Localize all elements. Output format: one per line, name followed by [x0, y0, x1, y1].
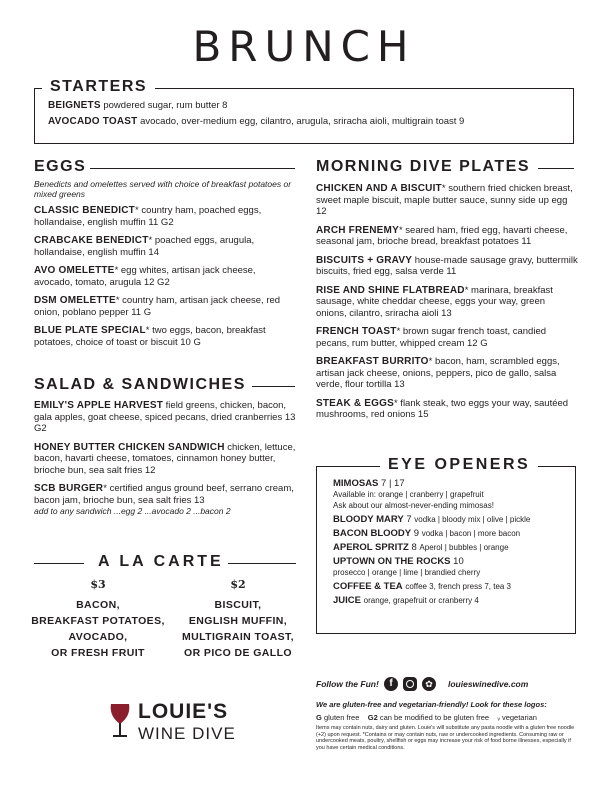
item-name: SCB BURGER: [34, 483, 104, 494]
item-name: EMILY'S APPLE HARVEST: [34, 400, 164, 411]
item-name: BLUE PLATE SPECIAL: [34, 325, 146, 336]
addon-note: add to any sandwich ...egg 2 ...avocado 2 ...bacon 2: [34, 506, 231, 516]
egg-item: [34, 235, 296, 258]
logo: [108, 700, 248, 750]
item-desc: * two eggs, bacon, breakfast potatoes, choice of toast or biscuit 10 G: [34, 325, 266, 348]
salad-item: [34, 400, 296, 435]
item-name: FRENCH TOAST: [316, 326, 397, 337]
item-desc: Available in: orange | cranberry | grapefruit: [333, 490, 484, 499]
item-desc: * certified angus ground beef, serrano cream, bacon jam, brioche bun, sea salt fries 13: [34, 483, 294, 506]
item-name: BACON BLOODY: [333, 528, 412, 539]
item-name: BEIGNETS: [48, 100, 101, 111]
follow-text: Follow the Fun!: [316, 679, 379, 689]
item-desc: * egg whites, artisan jack cheese, avocado, tomato, arugula 12 G2: [34, 265, 256, 288]
item-desc: * seared ham, fried egg, havarti cheese, seasonal jam, brioche bread, breakfast potatoes 11: [316, 224, 568, 247]
eggs-list: [34, 179, 296, 355]
alacarte-rule-left: [34, 563, 84, 564]
item-name: UPTOWN ON THE ROCKS: [333, 556, 451, 567]
eye-item: [333, 556, 573, 578]
eggs-heading: EGGS: [34, 158, 87, 175]
item-name: HONEY BUTTER CHICKEN SANDWICH: [34, 441, 225, 453]
social-row: [316, 677, 576, 693]
dive-item: [316, 326, 578, 349]
logo-legend: [316, 713, 576, 722]
salad-heading: SALAD & SANDWICHES: [34, 376, 246, 393]
dive-list: [316, 183, 578, 428]
alacarte-line: OR FRESH FRUIT: [51, 647, 145, 659]
eye-item: [333, 514, 573, 525]
item-desc: coffee 3, french press 7, tea 3: [405, 582, 512, 591]
eggs-rule: [90, 168, 295, 169]
item-desc: powdered sugar, rum butter 8: [100, 100, 228, 111]
egg-item: [34, 295, 296, 318]
item-name: JUICE: [333, 595, 361, 606]
item-price: 7 | 17: [378, 478, 405, 489]
alacarte-line: MULTIGRAIN TOAST,: [182, 631, 294, 643]
item-name: RISE AND SHINE FLATBREAD: [316, 284, 465, 296]
alacarte-rule-right: [228, 563, 296, 564]
item-desc: * flank steak, two eggs your way, sautéed mushrooms, red onions 15: [316, 397, 569, 420]
item-name: ARCH FRENEMY: [316, 224, 399, 236]
egg-item: [34, 325, 296, 348]
item-desc: vodka | bloody mix | olive | pickle: [414, 515, 531, 524]
alacarte-line: BREAKFAST POTATOES,: [31, 615, 165, 627]
item-desc: avocado, over-medium egg, cilantro, arugula, sriracha aioli, multigrain toast 9: [137, 115, 465, 127]
item-price: 7: [403, 514, 415, 525]
item-desc: Aperol | bubbles | orange: [419, 543, 509, 552]
eye-heading: EYE OPENERS: [380, 456, 538, 474]
egg-item: [34, 265, 296, 288]
item-name: CHICKEN AND A BISCUIT: [316, 183, 442, 194]
dive-item: [316, 356, 578, 391]
legend-label: vegetarian: [501, 713, 537, 722]
item-desc: prosecco | orange | lime | brandied cherry: [333, 568, 481, 577]
alacarte-heading: A LA CARTE: [98, 553, 224, 570]
salad-list: [34, 400, 296, 516]
dive-item: [316, 183, 578, 218]
footer-notes: [316, 700, 576, 751]
item-name: CRABCAKE BENEDICT: [34, 235, 149, 246]
dive-item: [316, 225, 578, 248]
item-name: BLOODY MARY: [333, 514, 404, 525]
item-desc: Ask about our almost-never-ending mimosas!: [333, 501, 494, 510]
item-desc: vodka | bacon | more bacon: [421, 529, 521, 538]
gluten-free-icon: G: [316, 713, 322, 722]
alacarte-line: BACON,: [76, 599, 120, 611]
logo-line-2: WINE DIVE: [138, 724, 236, 743]
legend-label: can be modified to be gluten free: [379, 713, 490, 722]
item-name: CLASSIC BENEDICT: [34, 205, 135, 216]
item-name: APEROL SPRITZ: [333, 542, 409, 553]
item-desc: * poached eggs, arugula, hollandaise, english muffin 14: [34, 235, 255, 258]
modifiable-gluten-free-icon: G2: [367, 713, 378, 722]
eggs-note: Benedicts and omelettes served with choice of breakfast potatoes or mixed greens: [34, 179, 292, 199]
website-link[interactable]: louieswinedive.com: [448, 679, 529, 689]
item-name: DSM OMELETTE: [34, 295, 116, 306]
starters-list: [48, 100, 568, 134]
eye-item: [333, 581, 573, 592]
yelp-icon[interactable]: ✿: [422, 677, 436, 691]
item-desc: * country ham, artisan jack cheese, red onion, poblano pepper 11 G: [34, 295, 281, 318]
item-desc: house-made sausage gravy, buttermilk biscuits, fried egg, salsa verde 11: [316, 254, 578, 277]
egg-item: [34, 205, 296, 228]
item-name: COFFEE & TEA: [333, 581, 403, 592]
alacarte-line: OR PICO DE GALLO: [184, 647, 292, 659]
fine-print: Items may contain nuts, dairy and gluten. Louie's will substitute any pasta noodle with a gluten free noodle (+2) upon request. *Contains or may contain nuts, raw or undercooked ingredients. Consuming raw or undercooked meats, poultry, shellfish or eggs may increase your risk of food borne illnesses, especially if you have certain medical conditions.: [316, 725, 575, 751]
dive-heading: MORNING DIVE PLATES: [316, 158, 530, 175]
eye-item: [333, 528, 573, 539]
alacarte-line: ENGLISH MUFFIN,: [188, 615, 288, 627]
alacarte-price: $3: [90, 578, 106, 591]
item-price: 10: [450, 556, 464, 567]
starters-heading: STARTERS: [42, 78, 155, 96]
item-desc: chicken, lettuce, bacon, havarti cheese, tomatoes, cinnamon honey butter, brioche bun, sea salt fries 12: [34, 441, 296, 476]
alacarte-line: BISCUIT,: [214, 599, 262, 611]
facebook-icon[interactable]: f: [384, 677, 398, 691]
gf-note: We are gluten-free and vegetarian-friendly! Look for these logos:: [316, 700, 547, 709]
item-desc: * country ham, poached eggs, hollandaise, english muffin 11 G2: [34, 205, 262, 228]
item-price: 8: [408, 542, 420, 553]
alacarte-line: AVOCADO,: [68, 631, 128, 643]
salad-item: [34, 483, 296, 506]
item-name: MIMOSAS: [333, 478, 379, 489]
eye-list: [333, 478, 573, 609]
eye-item: [333, 595, 573, 606]
item-desc: * southern fried chicken breast, sweet maple biscuit, maple butter sauce, sunny side up egg 12: [316, 183, 573, 217]
eye-item-mimosas: [333, 478, 573, 511]
dive-item: [316, 398, 578, 421]
alacarte-col-2: [168, 578, 308, 661]
item-name: BREAKFAST BURRITO: [316, 356, 429, 367]
dive-rule: [538, 168, 574, 169]
eye-item: [333, 542, 573, 553]
dive-item: [316, 255, 578, 278]
logo-line-1: LOUIE'S: [138, 700, 229, 723]
salad-rule: [252, 386, 295, 387]
item-name: AVOCADO TOAST: [48, 115, 138, 127]
item-name: AVO OMELETTE: [34, 265, 115, 276]
legend-label: gluten free: [323, 713, 360, 722]
salad-item: [34, 442, 296, 477]
starter-item: [48, 116, 568, 128]
item-desc: field greens, chicken, bacon, gala apples, goat cheese, spiced pecans, dried cranberries 13 G2: [34, 400, 296, 434]
dive-item: [316, 285, 578, 320]
starter-item: [48, 100, 568, 112]
item-desc: * bacon, ham, scrambled eggs, artisan jack cheese, onions, peppers, pico de gallo, salsa verde, flour tortilla 13: [316, 356, 560, 390]
item-desc: orange, grapefruit or cranberry 4: [363, 596, 479, 605]
item-name: STEAK & EGGS: [316, 397, 394, 409]
item-price: 9: [411, 528, 422, 539]
item-name: BISCUITS + GRAVY: [316, 254, 413, 266]
item-desc: * marinara, breakfast sausage, white cheddar cheese, eggs your way, green onions, cilantro, sriracha aioli 13: [316, 284, 553, 319]
alacarte-col-1: [28, 578, 168, 661]
alacarte-price: $2: [230, 578, 246, 591]
item-desc: * brown sugar french toast, candied pecans, rum butter, whipped cream 12 G: [316, 326, 547, 349]
page-title: BRUNCH: [192, 22, 416, 71]
vegetarian-icon: ᵥ: [497, 713, 500, 722]
instagram-icon[interactable]: [403, 677, 417, 691]
wine-glass-icon: [108, 702, 134, 744]
